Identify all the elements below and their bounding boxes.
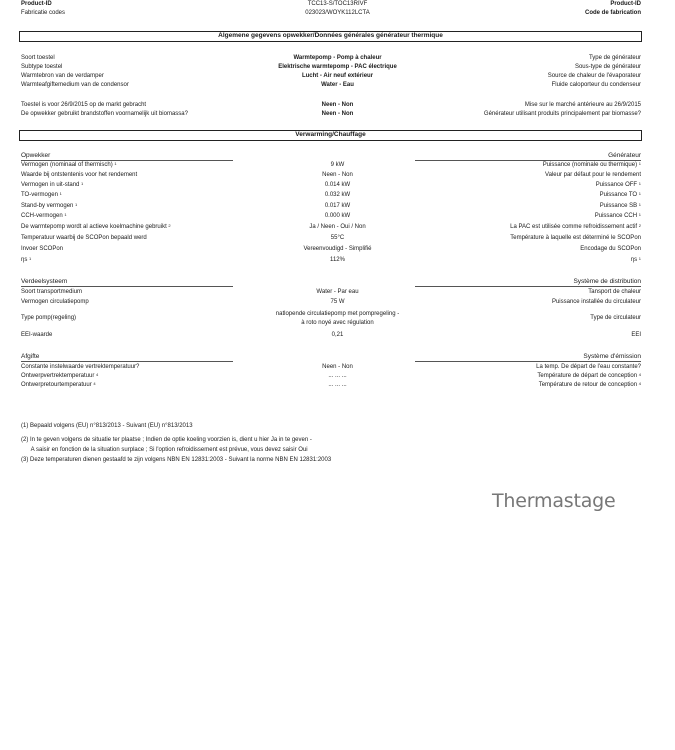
footnote-ref: 1 bbox=[638, 181, 641, 186]
opwekker-row-label-fr bbox=[510, 234, 641, 243]
verdeelsysteem-heading: Verdeelsysteem bbox=[21, 278, 68, 285]
label-text: Vermogen (nominaal of thermisch) bbox=[21, 162, 113, 168]
opwekker-row-label-fr bbox=[600, 202, 641, 211]
general-row-label: Warmteafgiftemedium van de condensor bbox=[21, 82, 129, 88]
verdeel-row-value: 75 W bbox=[330, 299, 345, 305]
label-text: Invoer SCOPon bbox=[21, 246, 64, 252]
footnote-ref: 4 bbox=[96, 372, 99, 377]
label-text: Temperatuur waarbij de SCOPon bepaald werd bbox=[21, 235, 147, 241]
opwekker-row-label-fr bbox=[543, 161, 641, 170]
pump-type-label-fr: Type de circulateur bbox=[590, 315, 641, 321]
pump-type-value-1: natlopende circulatiepomp met pompregeling - bbox=[275, 311, 400, 317]
label-text: Température à laquelle est déterminé le SCOPon bbox=[510, 235, 641, 241]
opwekker-row-label-fr bbox=[545, 171, 641, 180]
header-right-1: Product-ID bbox=[610, 1, 641, 7]
opwekker-row-value: Neen - Non bbox=[322, 172, 353, 178]
afgifte-underline-right bbox=[415, 361, 641, 362]
label-text: CCH-vermogen bbox=[21, 213, 63, 219]
label-text: Puissance SB bbox=[599, 203, 638, 209]
general-row-label: Soort toestel bbox=[21, 55, 55, 61]
opwekker-row-label-fr bbox=[510, 223, 641, 232]
general-row-label-fr: Mise sur le marché antérieure au 26/9/2015 bbox=[524, 102, 641, 108]
general-row-label-fr: Source de chaleur de l'évaporateur bbox=[547, 73, 641, 79]
label-text: TO-vermogen bbox=[21, 192, 58, 198]
afgifte-row-value: ... ... ... bbox=[328, 373, 347, 379]
section1-title-bar: Algemene gegevens opwekker/Données générales générateur thermique bbox=[19, 31, 642, 42]
afgifte-row-label-fr bbox=[537, 372, 641, 381]
afgifte-row-label-fr bbox=[539, 381, 641, 390]
header-left-1: Product-ID bbox=[21, 1, 52, 7]
footnote-ref: 2 bbox=[638, 223, 641, 228]
general-row-label: Toestel is voor 26/9/2015 op de markt gebracht bbox=[21, 102, 147, 108]
footnote-ref: 1 bbox=[638, 256, 641, 261]
footnote-ref: 1 bbox=[81, 181, 84, 186]
footnote-ref: 4 bbox=[638, 372, 641, 377]
general-row-label: Warmtebron van de verdamper bbox=[21, 73, 104, 79]
label-text: Encodage du SCOPon bbox=[580, 246, 641, 252]
footnote-ref: 1 bbox=[59, 191, 62, 196]
section2-title-bar: Verwarming/Chauffage bbox=[19, 130, 642, 141]
footnote-ref: 1 bbox=[638, 212, 641, 217]
footnote-ref: 1 bbox=[29, 256, 32, 261]
label-text: Température de départ de conception bbox=[537, 373, 638, 379]
generateur-heading: Générateur bbox=[608, 152, 641, 159]
verdeel-row-label-fr: Puissance installée du circulateur bbox=[551, 299, 641, 305]
general-row-value: Elektrische warmtepomp - PAC électrique bbox=[278, 64, 397, 70]
footnote-ref: 4 bbox=[638, 381, 641, 386]
opwekker-row-value: 9 kW bbox=[330, 162, 345, 168]
label-text: Puissance OFF bbox=[595, 182, 638, 188]
opwekker-row-value: 112% bbox=[330, 257, 345, 263]
label-text: Puissance CCH bbox=[594, 213, 638, 219]
verdeel-underline-left bbox=[21, 286, 233, 287]
opwekker-heading: Opwekker bbox=[21, 152, 51, 159]
opwekker-row-value: 0.000 kW bbox=[324, 213, 351, 219]
label-text: Constante instelwaarde vertrektemperatuur? bbox=[21, 364, 140, 370]
header-center-1: TCC13-S/TOC13RIVF bbox=[307, 1, 368, 7]
afgifte-row-value: Neen - Non bbox=[322, 364, 353, 370]
opwekker-row-label-fr bbox=[600, 191, 641, 200]
opwekker-row-value: Vereenvoudigd - Simplifié bbox=[303, 246, 372, 252]
verdeel-row-label-fr: Tansport de chaleur bbox=[588, 289, 641, 295]
footnote-ref: 1 bbox=[114, 161, 117, 166]
verdeel-underline-right bbox=[415, 286, 641, 287]
general-row-label: Subtype toestel bbox=[21, 64, 63, 70]
footnote-ref: 4 bbox=[93, 381, 96, 386]
thermastage-logo: Thermastage bbox=[492, 490, 616, 512]
header-right-2: Code de fabrication bbox=[584, 10, 641, 16]
opwekker-row-value: 0.017 kW bbox=[324, 203, 351, 209]
opwekker-row-value: Ja / Neen - Oui / Non bbox=[309, 224, 366, 230]
footnote-2b: A saisir en fonction de la situation surplace ; Si l'option refroidissement est prévue, vous devez saisir Oui bbox=[21, 447, 308, 453]
label-text: La temp. De départ de l'eau constante? bbox=[536, 364, 641, 370]
opwekker-row-label-fr bbox=[631, 256, 641, 265]
label-text: Température de retour de conception bbox=[538, 382, 638, 388]
footnote-ref: 1 bbox=[638, 191, 641, 196]
label-text: Puissance TO bbox=[599, 192, 638, 198]
footnote-ref: 1 bbox=[75, 202, 78, 207]
opwekker-row-label-fr bbox=[580, 245, 641, 254]
footnote-2: (2) In te geven volgens de situatie ter plaatse ; Indien de optie koeling voorzien is, dient u hier Ja in te geven - bbox=[21, 437, 312, 443]
general-row-label-fr: Générateur utilisant produits principalement par biomasse? bbox=[483, 111, 641, 117]
label-text: Stand-by vermogen bbox=[21, 203, 74, 209]
footnote-3: (3) Deze temperaturen dienen gestaafd te zijn volgens NBN EN 12831:2003 - Suivant la norme NBN EN 12831:2003 bbox=[21, 457, 332, 463]
footnote-ref: 2 bbox=[168, 223, 171, 228]
verdeel-row-label: Soort transportmedium bbox=[21, 289, 83, 295]
general-row-value: Water - Eau bbox=[321, 82, 354, 88]
label-text: Waarde bij ontstentenis voor het rendement bbox=[21, 172, 138, 178]
opwekker-row-value: 0.014 kW bbox=[324, 182, 351, 188]
label-text: ηs bbox=[630, 257, 638, 263]
label-text: Ontwerpvertrektemperatuur bbox=[21, 373, 95, 379]
verdeel-row-label: Vermogen circulatiepomp bbox=[21, 299, 89, 305]
emission-heading: Système d'émission bbox=[583, 353, 641, 360]
general-row-value: Lucht - Air neuf extérieur bbox=[301, 73, 374, 79]
eei-label: EEI-waarde bbox=[21, 332, 53, 338]
opwekker-row-label-fr bbox=[596, 181, 641, 190]
footnote-ref: 1 bbox=[638, 161, 641, 166]
pump-type-label: Type pomp(regeling) bbox=[21, 315, 77, 321]
pump-type-value-2: à roto noyé avec régulation bbox=[301, 320, 374, 326]
label-text: Vermogen in uit-stand bbox=[21, 182, 80, 188]
eei-label-fr: EEI bbox=[631, 332, 641, 338]
label-text: Ontwerpretourtemperatuur bbox=[21, 382, 92, 388]
afgifte-row-label-fr bbox=[536, 363, 641, 372]
label-text: De warmtepomp wordt al actieve koelmachine gebruikt bbox=[21, 224, 167, 230]
footnote-ref: 1 bbox=[638, 202, 641, 207]
opwekker-row-value: 55°C bbox=[330, 235, 345, 241]
footnote-ref: 1 bbox=[64, 212, 67, 217]
eei-value: 0,21 bbox=[331, 332, 344, 338]
afgifte-row-value: ... ... ... bbox=[328, 382, 347, 388]
footnote-1: (1) Bepaald volgens (EU) n°813/2013 - Suivant (EU) n°813/2013 bbox=[21, 423, 193, 429]
header-center-2: 023023/WOYK112LCTA bbox=[305, 10, 370, 16]
header-left-2: Fabricatie codes bbox=[21, 10, 66, 16]
afgifte-underline-left bbox=[21, 361, 233, 362]
opwekker-row-label-fr bbox=[595, 212, 641, 221]
label-text: ηs bbox=[21, 257, 28, 263]
label-text: La PAC est utilisée comme refroidissement actif bbox=[510, 224, 638, 230]
general-row-value: Warmtepomp - Pomp à chaleur bbox=[293, 55, 382, 61]
label-text: Puissance (nominale ou thermique) bbox=[542, 162, 638, 168]
opwekker-row-value: 0.032 kW bbox=[324, 192, 351, 198]
afgifte-heading: Afgifte bbox=[21, 353, 40, 360]
general-row-label-fr: Fluide caloporteur du condenseur bbox=[551, 82, 641, 88]
general-row-label-fr: Type de générateur bbox=[588, 55, 641, 61]
general-row-value: Neen - Non bbox=[321, 111, 354, 117]
label-text: Valeur par défaut pour le rendement bbox=[545, 172, 641, 178]
general-row-value: Neen - Non bbox=[321, 102, 354, 108]
general-row-label-fr: Sous-type de générateur bbox=[574, 64, 641, 70]
distribution-heading: Système de distribution bbox=[573, 278, 641, 285]
general-row-label: De opwekker gebruikt brandstoffen voornamelijk uit biomassa? bbox=[21, 111, 188, 117]
verdeel-row-value: Water - Par eau bbox=[316, 289, 359, 295]
